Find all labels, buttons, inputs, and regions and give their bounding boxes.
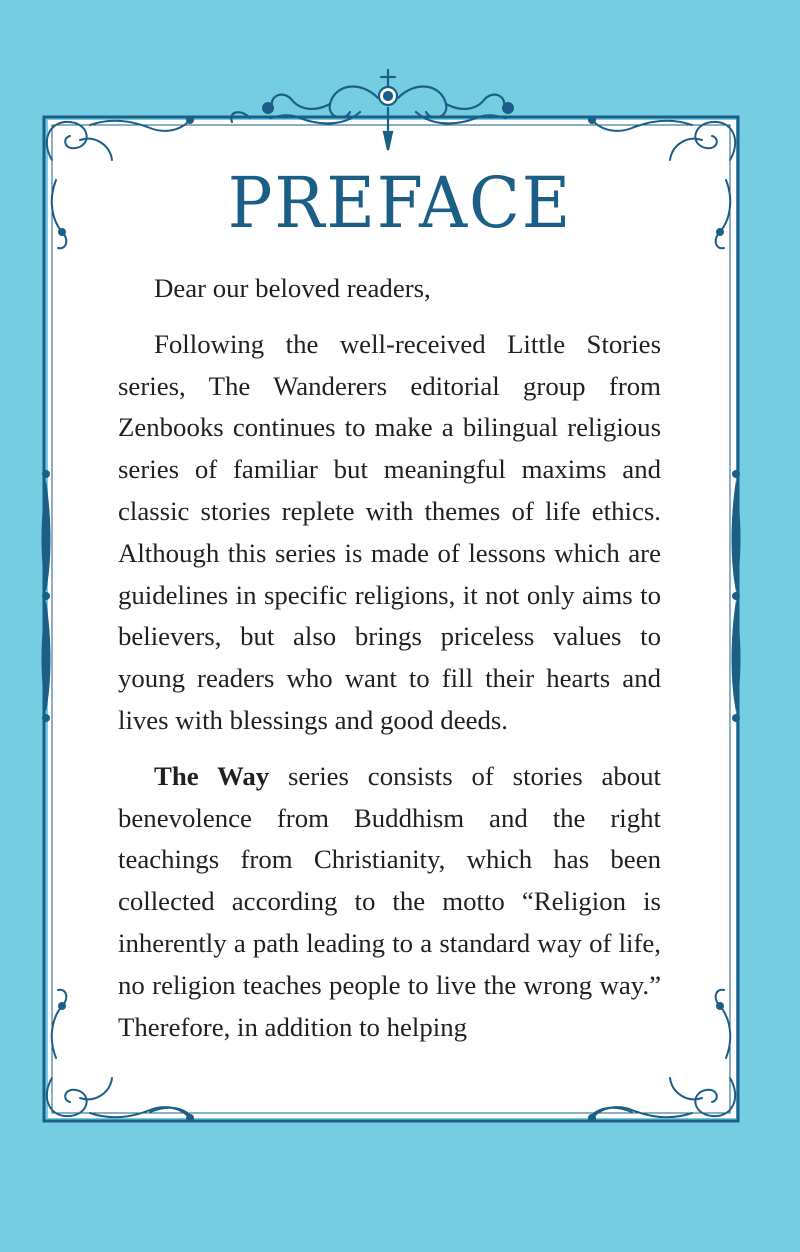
left-side-ornament-icon <box>42 470 51 722</box>
greeting-paragraph: Dear our beloved readers, <box>154 273 431 303</box>
preface-body <box>118 268 661 1062</box>
series-description: series consists of stories about benevolence from Buddhism and the right teachings from Christianity, which has been collected according to the motto “Religion is inherently a path leading to a standard way of life, no religion teaches people to live the wrong way.” Therefore, in addition to helping <box>118 760 661 1042</box>
intro-paragraph: Following the well-received Little Stories series, The Wanderers editorial group from Zenbooks continues to make a bilingual religious series of familiar but meaningful maxims and classic stories replete with themes of life ethics. Although this series is made of lessons which are guidelines in specific religions, it not only aims to believers, but also brings priceless values to young readers who want to fill their hearts and lives with blessings and good deeds. <box>118 328 661 735</box>
page-title: PREFACE <box>227 162 573 244</box>
series-paragraph <box>118 756 661 1049</box>
right-side-ornament-icon <box>732 470 741 722</box>
series-name: The Way <box>154 760 270 791</box>
